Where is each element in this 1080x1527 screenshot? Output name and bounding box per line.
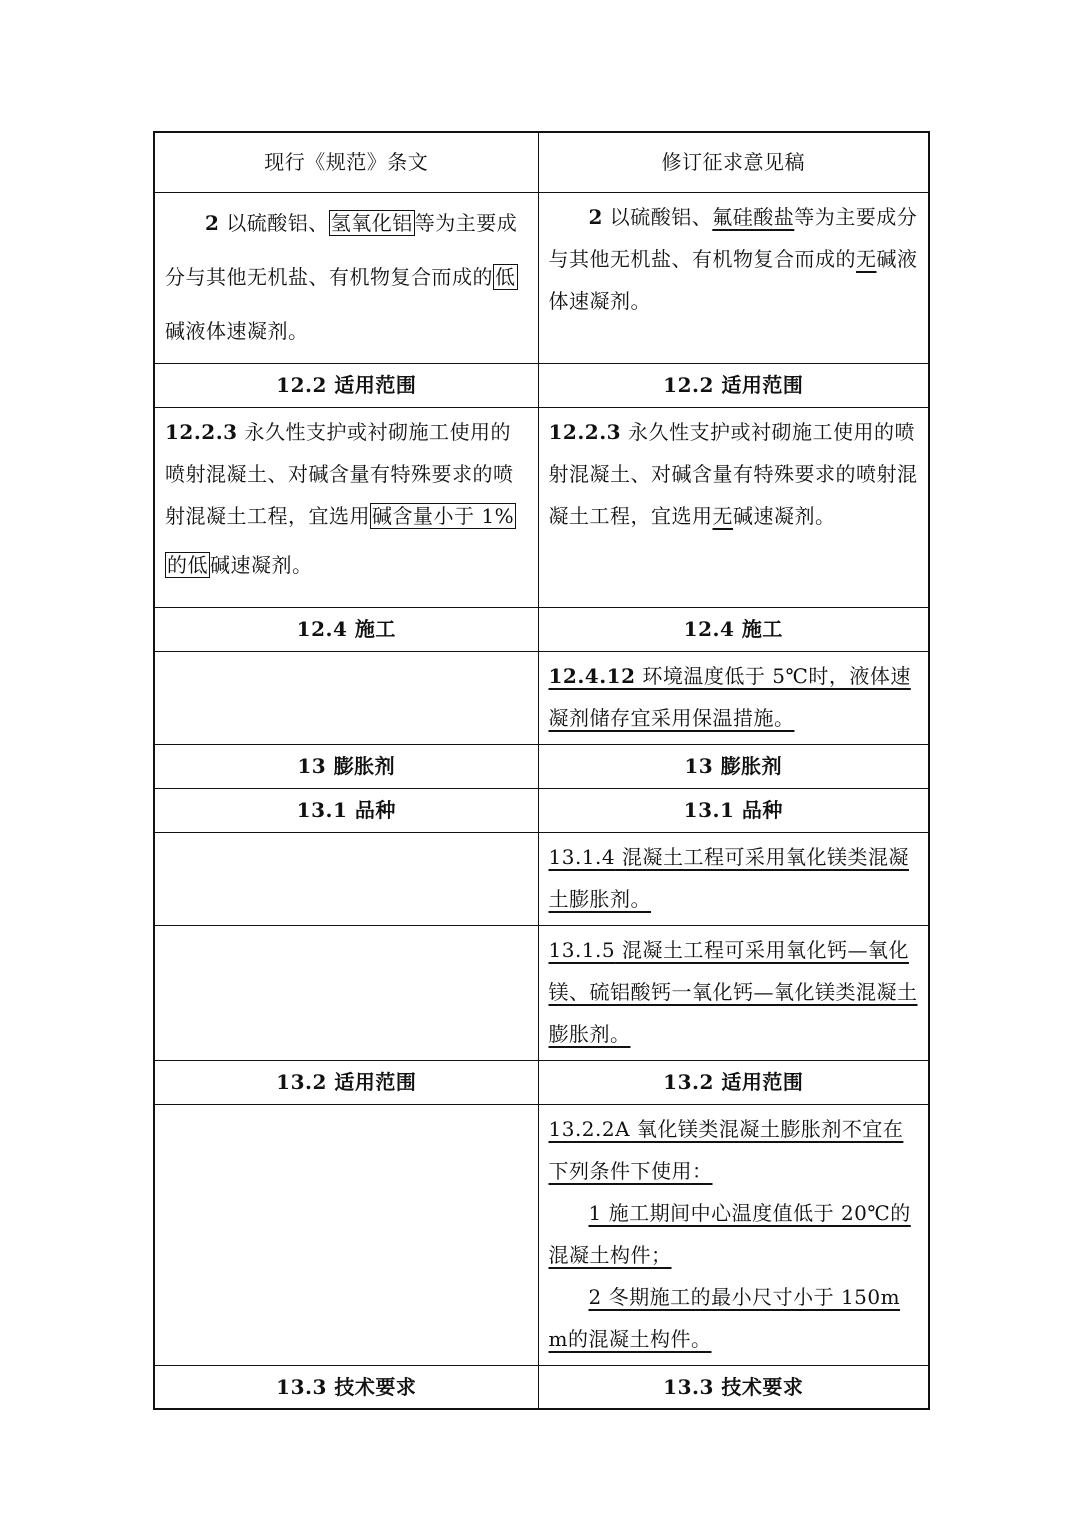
section-heading: 13.3 技术要求 (154, 1365, 538, 1409)
clause-text: 永久性支护或衬砌施工使用的喷射混凝土、对碱含量有特殊要求的喷射混凝土工程，宜选用 (548, 419, 918, 528)
section-heading: 13 膨胀剂 (154, 744, 538, 788)
clause-text: 等为主要成分与其他无机盐、有机物复合而成的 (165, 210, 518, 289)
header-current-text: 现行《规范》条文 (154, 132, 538, 192)
cell-current-empty (154, 925, 538, 1060)
clause-number: 13.2.2A (548, 1116, 631, 1141)
cell-revision-12-4-12 (538, 651, 929, 744)
table-row (154, 192, 929, 363)
clause-text: 混凝土工程可采用氧化钙—氧化镁、硫铝酸钙一氧化钙—氧化镁类混凝土膨胀剂。 (548, 937, 918, 1046)
cell-revision-13-1-5 (538, 925, 929, 1060)
section-row (154, 1365, 929, 1409)
clause-text: 碱速凝剂。 (210, 552, 313, 577)
clause-number: 13.1.4 (548, 844, 616, 869)
section-row (154, 788, 929, 832)
section-heading: 13.2 适用范围 (154, 1060, 538, 1104)
section-heading: 13.1 品种 (154, 788, 538, 832)
clause-text: 碱速凝剂。 (733, 503, 836, 528)
underlined-change: 氟硅酸盐 (712, 204, 795, 229)
section-heading: 13.3 技术要求 (538, 1365, 929, 1409)
section-heading: 13.1 品种 (538, 788, 929, 832)
clause-text: 碱液体速凝剂。 (165, 318, 309, 343)
section-heading: 13.2 适用范围 (538, 1060, 929, 1104)
cell-current-12-2-3 (154, 407, 538, 607)
header-revision-draft: 修订征求意见稿 (538, 132, 929, 192)
clause-number: 2 (205, 210, 220, 235)
boxed-change: 碱含量小于 1% (372, 503, 515, 528)
clause-text: 碱液体速凝剂。 (548, 246, 918, 313)
clause-text: 等为主要成分与其他无机盐、有机物复合而成的 (548, 204, 918, 271)
clause-text: 混凝土工程可采用氧化镁类混凝土膨胀剂。 (548, 844, 909, 911)
table-row (154, 925, 929, 1060)
section-heading: 12.2 适用范围 (154, 363, 538, 407)
clause-number: 12.2.3 (165, 419, 238, 444)
boxed-change: 低 (495, 264, 516, 289)
clause-text: 环境温度低于 5℃时，液体速凝剂储存宜采用保温措施。 (548, 663, 911, 730)
table-row (154, 407, 929, 607)
boxed-change: 氢氧化铝 (330, 210, 413, 235)
boxed-change: 的低 (167, 552, 208, 577)
section-row (154, 744, 929, 788)
section-row (154, 1060, 929, 1104)
section-heading: 12.4 施工 (154, 607, 538, 651)
cell-current-empty (154, 832, 538, 925)
cell-current-row1 (154, 192, 538, 363)
header-row (154, 132, 929, 192)
clause-number: 12.4.12 (548, 663, 636, 688)
table-row (154, 832, 929, 925)
clause-number: 13.1.5 (548, 937, 616, 962)
cell-revision-13-1-4 (538, 832, 929, 925)
table-row (154, 651, 929, 744)
clause-number: 12.2.3 (548, 419, 622, 444)
list-item: 2 冬期施工的最小尺寸小于 150mm的混凝土构件。 (548, 1284, 901, 1351)
list-item: 1 施工期间中心温度值低于 20℃的混凝土构件； (548, 1200, 911, 1267)
underlined-change: 无 (712, 503, 733, 528)
section-heading: 12.4 施工 (538, 607, 929, 651)
clause-text: 以硫酸铝、 (219, 210, 329, 235)
clause-text: 永久性支护或衬砌施工使用的喷射混凝土、对碱含量有特殊要求的喷射混凝土工程，宜选用 (165, 419, 514, 528)
underlined-change: 无 (856, 246, 877, 271)
table-row (154, 1104, 929, 1365)
cell-current-empty (154, 1104, 538, 1365)
clause-number: 2 (588, 204, 603, 229)
section-heading: 13 膨胀剂 (538, 744, 929, 788)
section-row (154, 363, 929, 407)
comparison-table (153, 131, 930, 1410)
cell-current-empty (154, 651, 538, 744)
section-heading: 12.2 适用范围 (538, 363, 929, 407)
cell-revision-12-2-3 (538, 407, 929, 607)
section-row (154, 607, 929, 651)
cell-revision-13-2-2A (538, 1104, 929, 1365)
clause-text: 以硫酸铝、 (602, 204, 713, 229)
cell-revision-row1 (538, 192, 929, 363)
clause-text: 氧化镁类混凝土膨胀剂不宜在下列条件下使用： (548, 1116, 904, 1183)
